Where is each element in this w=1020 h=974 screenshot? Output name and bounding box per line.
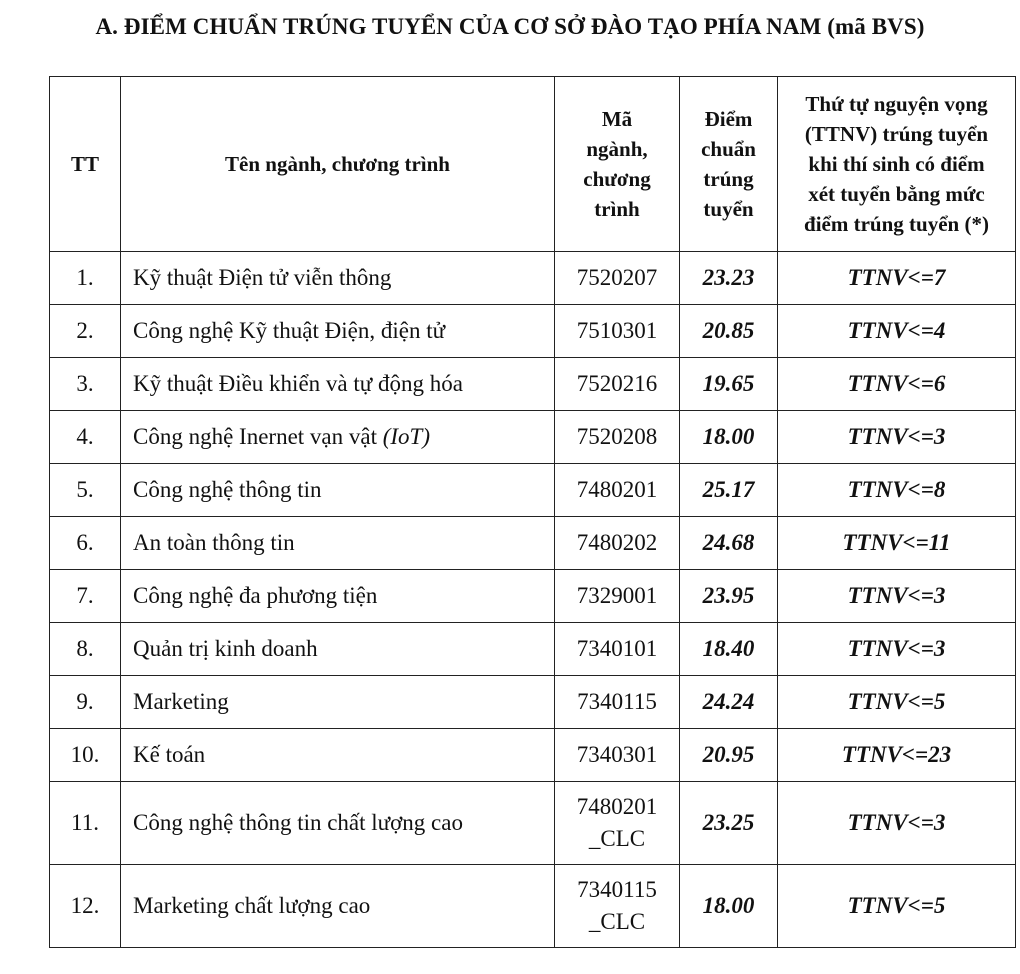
program-name: An toàn thông tin [121, 517, 555, 570]
header-code-line: chương [583, 167, 651, 191]
program-name [121, 411, 555, 464]
program-name: Marketing chất lượng cao [121, 865, 555, 948]
cutoff-score: 23.23 [680, 252, 778, 305]
cutoff-score: 20.95 [680, 729, 778, 782]
ttnv-condition: TTNV<=3 [778, 623, 1016, 676]
header-tt: TT [50, 77, 121, 252]
program-code: 7510301 [555, 305, 680, 358]
header-ttnv-line: khi thí sinh có điểm [808, 152, 985, 176]
program-code: 7480202 [555, 517, 680, 570]
program-name: Kế toán [121, 729, 555, 782]
ttnv-condition: TTNV<=4 [778, 305, 1016, 358]
document-title: A. ĐIỂM CHUẨN TRÚNG TUYỂN CỦA CƠ SỞ ĐÀO TẠO PHÍA NAM (mã BVS) [95, 14, 925, 39]
program-code-suffix: _CLC [588, 909, 646, 934]
ttnv-condition: TTNV<=5 [778, 676, 1016, 729]
table-row [50, 411, 1016, 464]
program-code-line: 7340115 [577, 877, 657, 902]
header-code [555, 77, 680, 252]
ttnv-condition: TTNV<=8 [778, 464, 1016, 517]
ttnv-condition: TTNV<=3 [778, 570, 1016, 623]
program-name: Kỹ thuật Điều khiển và tự động hóa [121, 358, 555, 411]
program-code [555, 865, 680, 948]
table-row [50, 305, 1016, 358]
program-code: 7340301 [555, 729, 680, 782]
row-number: 9. [50, 676, 121, 729]
table-row [50, 729, 1016, 782]
program-code [555, 782, 680, 865]
cutoff-score: 23.25 [680, 782, 778, 865]
cutoff-score: 18.00 [680, 865, 778, 948]
program-code: 7520216 [555, 358, 680, 411]
table-row [50, 865, 1016, 948]
row-number: 8. [50, 623, 121, 676]
header-score-line: Điểm [704, 107, 753, 131]
cutoff-score: 19.65 [680, 358, 778, 411]
header-code-line: ngành, [586, 137, 648, 161]
program-code-suffix: _CLC [588, 826, 646, 851]
header-ttnv-line: xét tuyển bằng mức [808, 182, 985, 206]
cutoff-score: 24.24 [680, 676, 778, 729]
table-row [50, 252, 1016, 305]
table-row [50, 570, 1016, 623]
header-score-line: tuyển [703, 197, 754, 221]
table-row [50, 517, 1016, 570]
program-code: 7520207 [555, 252, 680, 305]
cutoff-score: 23.95 [680, 570, 778, 623]
ttnv-condition: TTNV<=3 [778, 782, 1016, 865]
table-row [50, 623, 1016, 676]
row-number: 7. [50, 570, 121, 623]
table-row [50, 676, 1016, 729]
header-code-line: trình [594, 197, 640, 221]
program-name-text: Công nghệ Inernet vạn vật [133, 424, 383, 449]
program-name: Công nghệ Kỹ thuật Điện, điện tử [121, 305, 555, 358]
program-code-line: 7480201 [576, 794, 658, 819]
row-number: 10. [50, 729, 121, 782]
header-ttnv-line: Thứ tự nguyện vọng [805, 92, 988, 116]
cutoff-score: 18.00 [680, 411, 778, 464]
table-row [50, 464, 1016, 517]
header-ttnv-line: điểm trúng tuyển (*) [804, 212, 989, 236]
program-name: Công nghệ thông tin chất lượng cao [121, 782, 555, 865]
program-code: 7520208 [555, 411, 680, 464]
program-code: 7340115 [555, 676, 680, 729]
row-number: 1. [50, 252, 121, 305]
program-name: Công nghệ đa phương tiện [121, 570, 555, 623]
ttnv-condition: TTNV<=23 [778, 729, 1016, 782]
header-name: Tên ngành, chương trình [121, 77, 555, 252]
header-code-line: Mã [601, 107, 633, 131]
ttnv-condition: TTNV<=5 [778, 865, 1016, 948]
row-number: 5. [50, 464, 121, 517]
program-code: 7480201 [555, 464, 680, 517]
ttnv-condition: TTNV<=11 [778, 517, 1016, 570]
cutoff-score: 25.17 [680, 464, 778, 517]
cutoff-score: 20.85 [680, 305, 778, 358]
header-score [680, 77, 778, 252]
header-score-line: trúng [703, 167, 754, 191]
table-row [50, 358, 1016, 411]
admission-score-table [49, 76, 1016, 948]
row-number: 2. [50, 305, 121, 358]
header-ttnv [778, 77, 1016, 252]
header-score-line: chuẩn [701, 137, 756, 161]
cutoff-score: 18.40 [680, 623, 778, 676]
row-number: 6. [50, 517, 121, 570]
program-code: 7340101 [555, 623, 680, 676]
ttnv-condition: TTNV<=7 [778, 252, 1016, 305]
ttnv-condition: TTNV<=3 [778, 411, 1016, 464]
cutoff-score: 24.68 [680, 517, 778, 570]
table-row [50, 782, 1016, 865]
row-number: 3. [50, 358, 121, 411]
table-header-row [50, 77, 1016, 252]
program-name-italic: (IoT) [382, 424, 431, 449]
header-ttnv-line: (TTNV) trúng tuyển [804, 122, 989, 146]
program-name: Công nghệ thông tin [121, 464, 555, 517]
program-name: Quản trị kinh doanh [121, 623, 555, 676]
program-code: 7329001 [555, 570, 680, 623]
ttnv-condition: TTNV<=6 [778, 358, 1016, 411]
row-number: 12. [50, 865, 121, 948]
row-number: 11. [50, 782, 121, 865]
row-number: 4. [50, 411, 121, 464]
program-name: Marketing [121, 676, 555, 729]
program-name: Kỹ thuật Điện tử viễn thông [121, 252, 555, 305]
